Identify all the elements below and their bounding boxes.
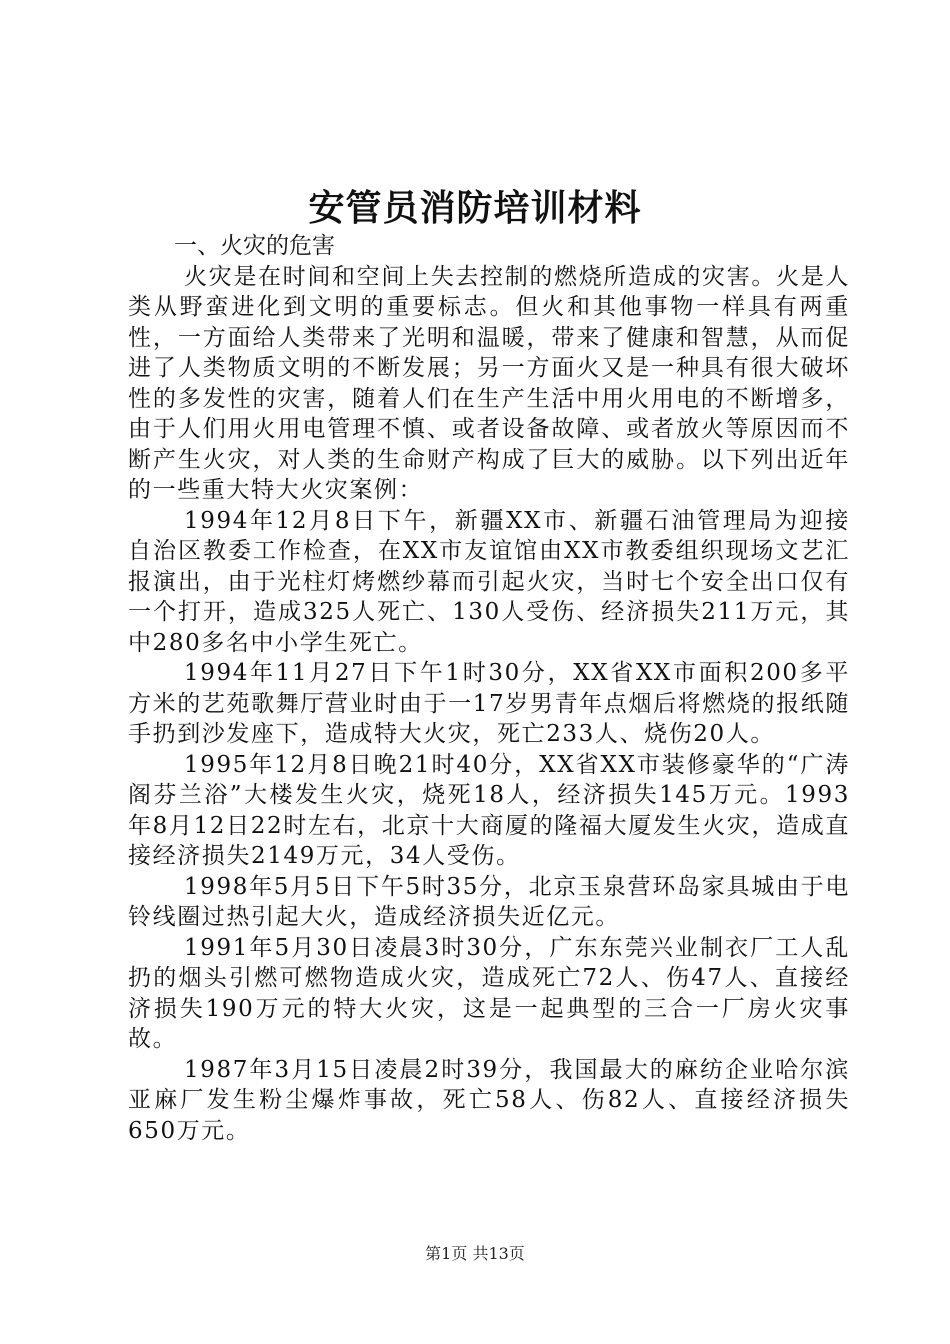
- paragraph-case-1987: 1987年3月15日凌晨2时39分，我国最大的麻纺企业哈尔滨亚麻厂发生粉尘爆炸事故，死亡58人、伤82人、直接经济损失650万元。: [128, 1056, 850, 1144]
- paragraph-case-1998: 1998年5月5日下午5时35分，北京玉泉营环岛家具城由于电铃线圈过热引起大火，造成经济损失近亿元。: [128, 873, 850, 930]
- page-number-footer: 第1页 共13页: [425, 1244, 525, 1263]
- document-title: 安管员消防培训材料: [308, 187, 642, 229]
- paragraph-case-1991: 1991年5月30日凌晨3时30分，广东东莞兴业制衣厂工人乱扔的烟头引燃可燃物造成火灾，造成死亡72人、伤47人、直接经济损失190万元的特大火灾，这是一起典型的三合一厂房火灾事故。: [128, 934, 850, 1052]
- section-heading: 一、火灾的危害: [174, 233, 335, 259]
- paragraph-intro: 火灾是在时间和空间上失去控制的燃烧所造成的灾害。火是人类从野蛮进化到文明的重要标志。但火和其他事物一样具有两重性，一方面给人类带来了光明和温暖，带来了健康和智慧，从而促进了人类物质文明的不断发展；另一方面火又是一种具有很大破坏性的多发性的灾害，随着人们在生产生活中用火用电的不断增多，由于人们用火用电管理不慎、或者设备故障、或者放火等原因而不断产生火灾，对人类的生命财产构成了巨大的威胁。以下列出近年的一些重大特大火灾案例：: [128, 263, 850, 503]
- paragraph-case-1994-12: 1994年12月8日下午，新疆XX市、新疆石油管理局为迎接自治区教委工作检查，在XX市友谊馆由XX市教委组织现场文艺汇报演出，由于光柱灯烤燃纱幕而引起火灾，当时七个安全出口仅有一个打开，造成325人死亡、130人受伤、经济损失211万元，其中280多名中小学生死亡。: [128, 507, 850, 656]
- document-body: [128, 231, 850, 1146]
- paragraph-case-1995-1993: 1995年12月8日晚21时40分，XX省XX市装修豪华的“广涛阁芬兰浴”大楼发生火灾，烧死18人，经济损失145万元。1993年8月12日22时左右，北京十大商厦的隆福大厦发生火灾，造成直接经济损失2149万元，34人受伤。: [128, 751, 850, 869]
- paragraph-case-1994-11: 1994年11月27日下午1时30分，XX省XX市面积200多平方米的艺苑歌舞厅营业时由于一17岁男青年点烟后将燃烧的报纸随手扔到沙发座下，造成特大火灾，死亡233人、烧伤20人。: [128, 660, 850, 747]
